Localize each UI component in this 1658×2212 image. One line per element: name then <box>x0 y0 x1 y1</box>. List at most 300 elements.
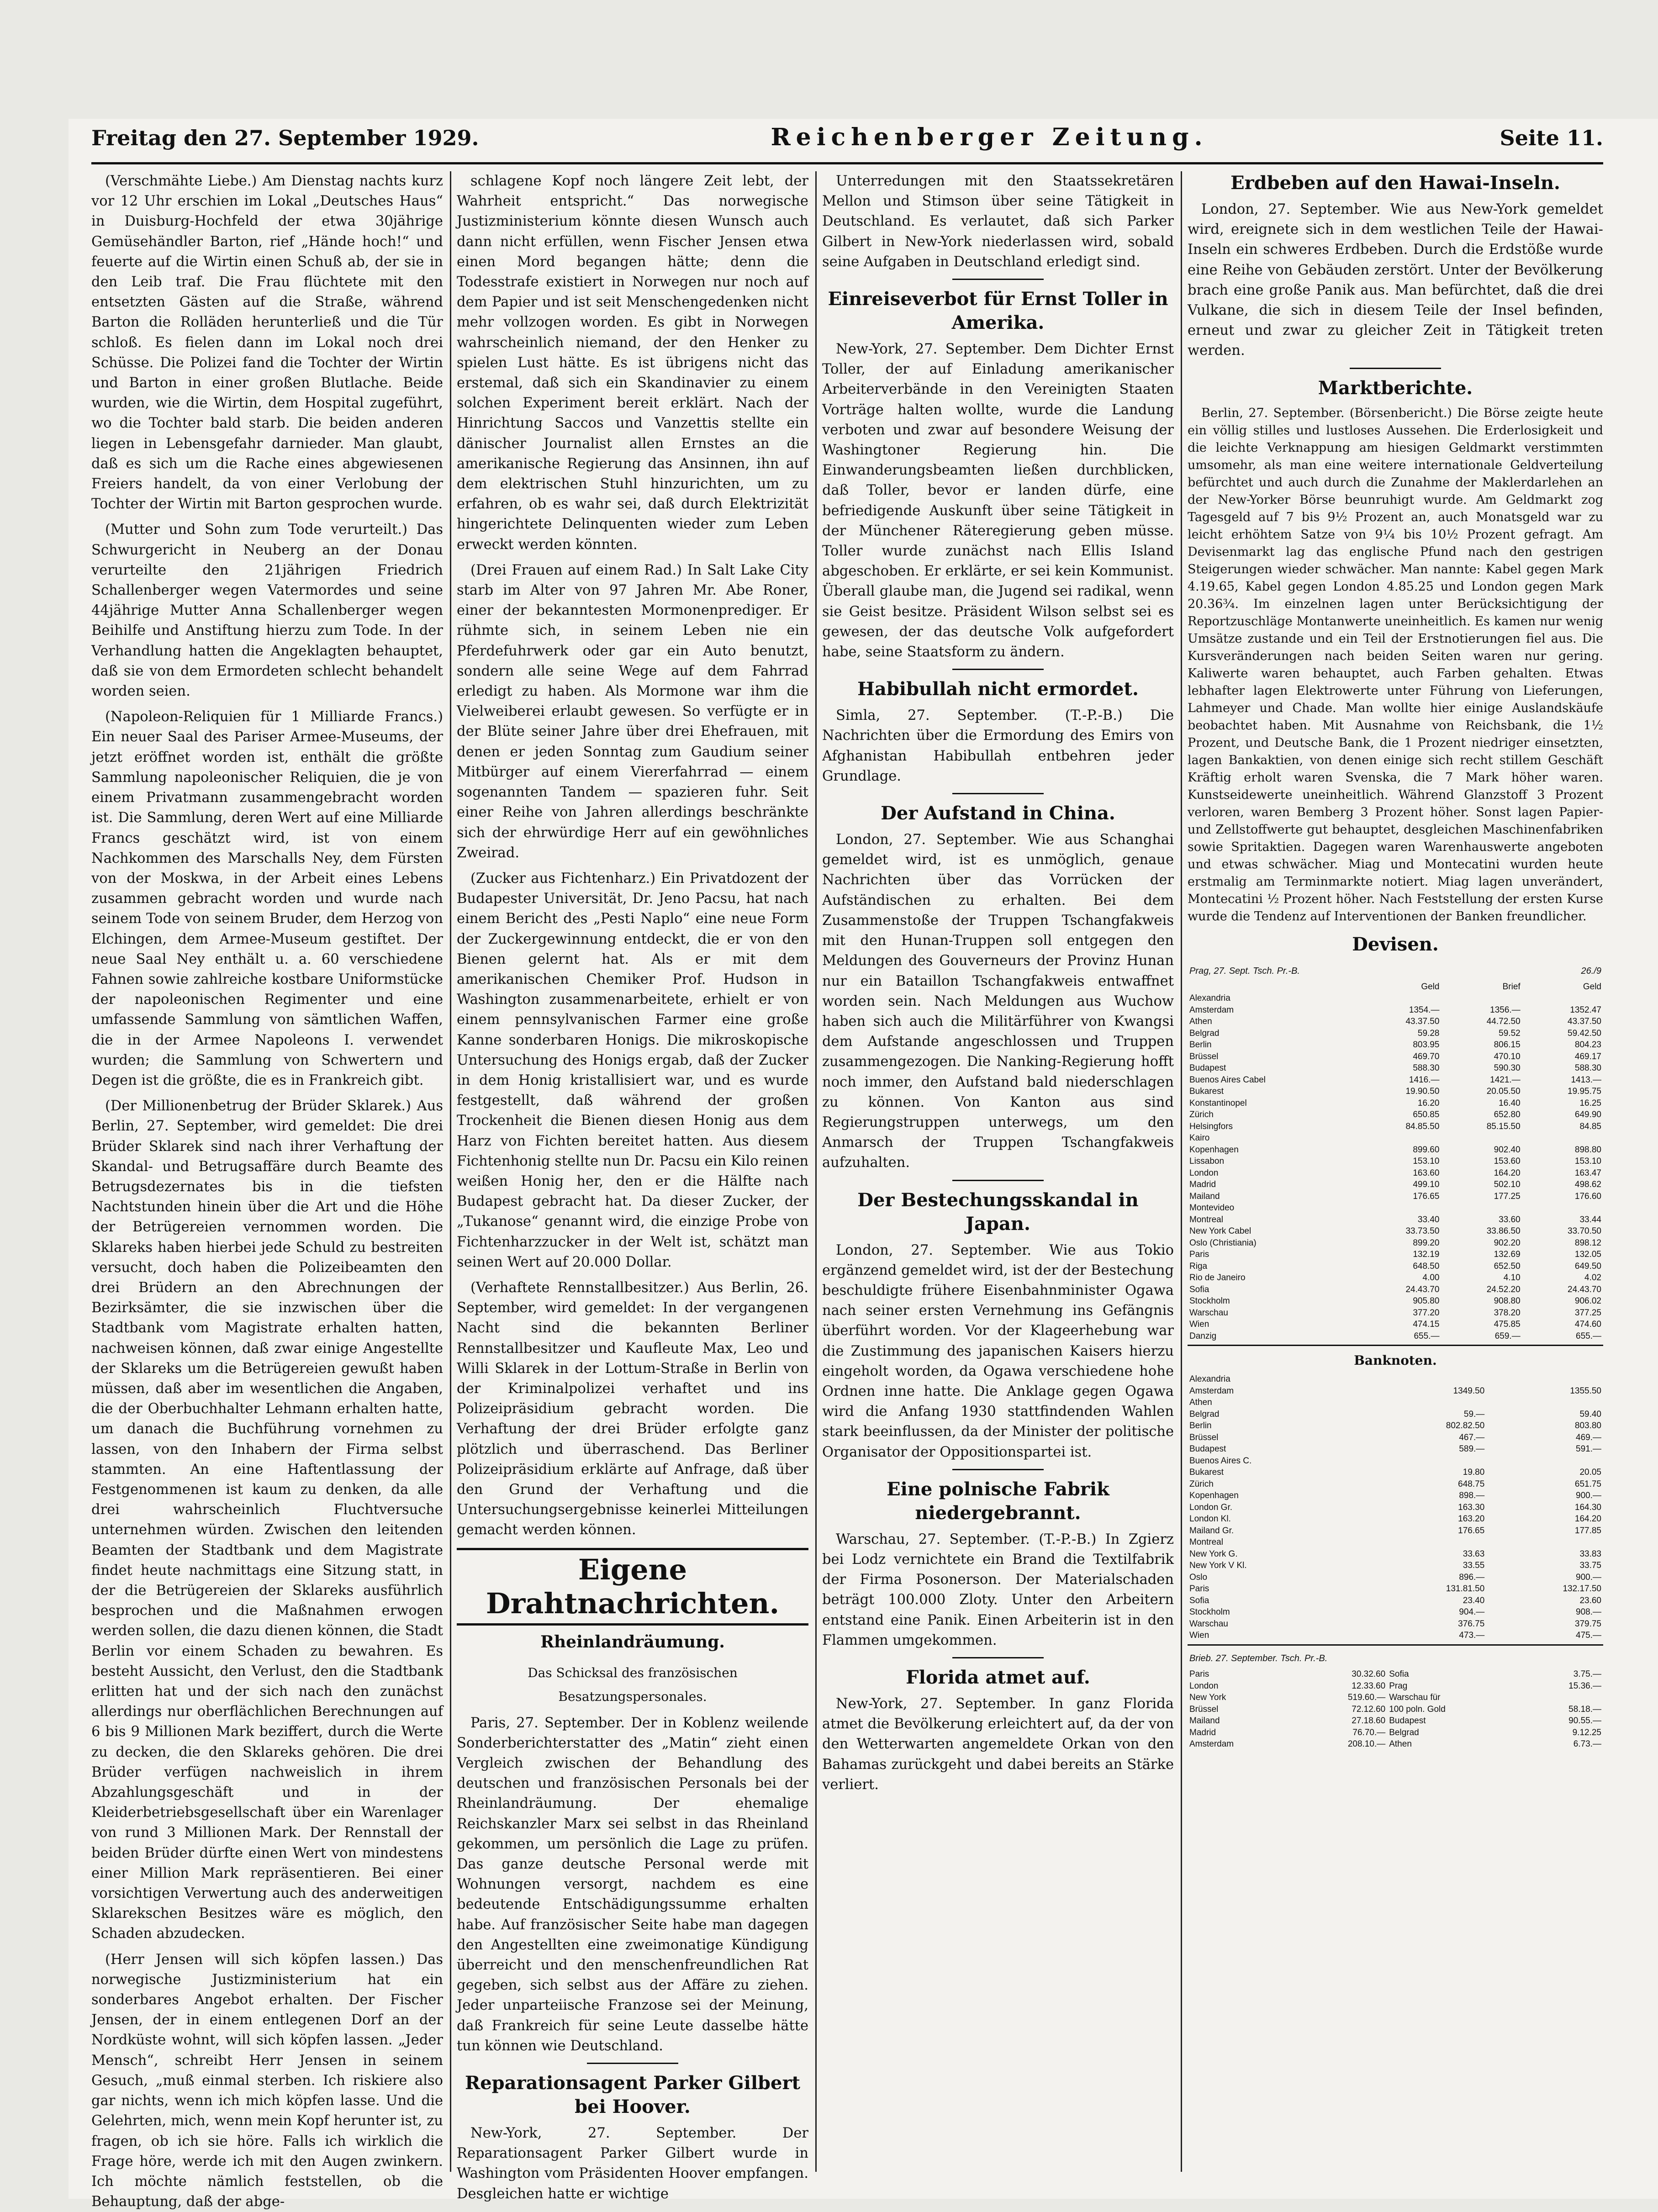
devisen-row-cell: 33.44 <box>1579 1214 1601 1225</box>
banknoten-row-cell: 163.30 <box>1458 1502 1485 1512</box>
banknoten-row-cell: 33.75 <box>1579 1561 1601 1571</box>
devisen-row-cell: 1416.— <box>1409 1075 1440 1085</box>
article-body: Unterredungen mit den Staatssekretären Mellon und Stimson über seine Tätigkeit in Deutschland. Es verlautet, daß sich Parker Gilbert in New-York niederlassen wird, sobald seine Aufgaben in Deutschland erledigt sind. <box>822 173 1174 270</box>
devisen-row-cell: 153.10 <box>1574 1156 1601 1167</box>
devisen-row-cell: Buenos Aires Cabel <box>1189 1075 1266 1085</box>
tail-row <box>1188 1668 1603 1680</box>
devisen-row-cell: Montreal <box>1189 1214 1223 1225</box>
devisen-row-cell: Amsterdam <box>1189 1005 1234 1015</box>
devisen-row-cell: 33.73.50 <box>1405 1226 1440 1236</box>
banknoten-row-cell: 59.— <box>1463 1409 1485 1419</box>
tail-row <box>1188 1715 1603 1727</box>
devisen-row <box>1188 1074 1603 1086</box>
devisen-row-cell: Zürich <box>1189 1110 1214 1120</box>
devisen-row-cell: 1413.— <box>1571 1075 1601 1085</box>
devisen-row-cell: 474.15 <box>1413 1320 1440 1330</box>
devisen-row-cell: 19.95.75 <box>1568 1087 1601 1097</box>
banknoten-row-cell: 469.— <box>1576 1432 1601 1442</box>
devisen-row-cell: 906.02 <box>1574 1296 1601 1306</box>
tail-row <box>1188 1727 1603 1739</box>
devisen-row-cell: 59.42.50 <box>1568 1028 1601 1038</box>
devisen-row-cell: 377.25 <box>1574 1308 1601 1318</box>
article-body: London, 27. September. Wie aus New-York gemeldet wird, ereignete sich in dem westlichen Teile der Hawai-Inseln ein schweres Erdbeben. Durch die Erdstöße wurde eine Reihe von Gebäuden zerstört. Unter der Bevölkerung brach eine große Panik aus. Man befürchtet, daß die drei Vulkane, die sich in diesem Teile der Insel befinden, erneut und zwar zu gleicher Zeit in Tätigkeit treten werden. <box>1188 201 1603 359</box>
banknoten-row-cell: 163.20 <box>1458 1514 1485 1524</box>
tail-row-cell: 58.18.— <box>1568 1704 1601 1714</box>
devisen-row-cell: Alexandria <box>1189 993 1230 1003</box>
banknoten-row <box>1188 1385 1603 1397</box>
article-title: Einreiseverbot für Ernst Toller in Amerika. <box>828 288 1168 334</box>
devisen-row-cell: 132.69 <box>1494 1250 1521 1260</box>
devisen-row <box>1188 1132 1603 1144</box>
devisen-row-cell: 498.62 <box>1574 1180 1601 1190</box>
banknoten-row-cell: 177.85 <box>1574 1526 1601 1536</box>
devisen-col-brief: Brief <box>1502 982 1521 992</box>
tail-row-cell: 72.12.60 <box>1352 1704 1386 1714</box>
tail-row-cell: 519.60.— <box>1347 1693 1386 1703</box>
banknoten-row <box>1188 1513 1603 1525</box>
banknoten-row-cell: 19.80 <box>1463 1468 1485 1478</box>
devisen-row-cell: 1352.47 <box>1570 1005 1601 1015</box>
devisen-row-cell: 806.15 <box>1494 1040 1521 1050</box>
article-paragraph: (Drei Frauen auf einem Rad.) In Salt Lake City starb im Alter von 97 Jahren Mr. Abe Roner, einer der bekanntesten Mormonenprediger. Er rühmte sich, in seinem Leben nie ein Pferdefuhrwerk oder gar ein Auto benutzt, sondern alle seine Wege auf dem Fahrrad erledigt zu haben. Als Mormone war ihm die Vielweiberei erlaubt gewesen. So verfügte er in der Blüte seiner Jahre über drei Ehefrauen, mit denen er jeden Sonntag zum Gaudium seiner Mitbürger auf einem Viererfahrrad — einem sogenannten Tandem — spazieren fuhr. Seit einer Reihe von Jahren allerdings beschränkte sich der ehrwürdige Herr auf ein gewöhnliches Zweirad. <box>457 562 808 861</box>
devisen-row-cell: 803.95 <box>1413 1040 1440 1050</box>
devisen-row-cell: 378.20 <box>1494 1308 1521 1318</box>
devisen-row <box>1188 1144 1603 1156</box>
tail-row-cell: 6.73.— <box>1573 1739 1601 1749</box>
devisen-row-cell <box>1441 1132 1522 1144</box>
banknoten-row-cell <box>1486 1455 1603 1467</box>
devisen-header-left: Prag, 27. Sept. Tsch. Pr.-B. <box>1189 966 1300 976</box>
devisen-header-right: 26./9 <box>1581 966 1601 976</box>
devisen-row-cell: Riga <box>1189 1261 1208 1271</box>
devisen-row-cell: Athen <box>1189 1017 1212 1027</box>
banknoten-row-cell: 904.— <box>1459 1607 1485 1617</box>
header-date: Freitag den 27. September 1929. <box>91 126 479 150</box>
article-paragraph: (Der Millionenbetrug der Brüder Sklarek.) Aus Berlin, 27. September, wird gemeldet: Die drei Brüder Sklarek sind nach ihrer Verhaftung der Skandal- und Betrugsaffäre durch Beamte des Betrugsdezernates bis in die tiefsten Nachtstunden hinein über die Art und die Höhe der Betrügereien vernommen worden. Die Sklareks haben hierbei jede Schuld zu bestreiten versucht, doch haben die Polizeibeamten den drei Brüdern an den Abrechnungen der Bezirksämter, die sie inzwischen über die Stadtbank vom Magistrate erhalten hatten, nachweisen können, daß zwar einige Angestellte der Sklareks um die Betrügereien gewußt haben müssen, daß aber im wesentlichen die Angaben, die der Oberbuchhalter Lehmann erhalten hatte, um danach die Buchführung vornehmen zu lassen, von den Inhabern der Firma selbst stammten. An eine Haftentlassung der Festgenommenen ist kaum zu denken, da alle drei wahrscheinlich Fluchtversuche unternehmen würden. Zwischen den leitenden Beamten der Stadtbank und dem Magistrate findet heute nachmittags eine Sitzung statt, in der die Betrügereien der Sklareks ausführlich besprochen und die Maßnahmen erwogen werden sollen, die dazu dienen können, die Stadt Berlin vor einem Schaden zu bewahren. Es besteht Aussicht, den Verlust, den die Stadtbank erlitten hat und der sich nach den zunächst allerdings nur oberflächlichen Berechnungen auf 6 bis 9 Millionen Mark beziffert, durch die Werte zu decken, die den Sklareks gehören. Die drei Brüder verfügen nachweislich in ihrem Abzahlungsgeschäft und in der Kleiderbetriebsgesellschaft über ein Warenlager von rund 3 Millionen Mark. Der Rennstall der beiden Brüder dürfte einen Wert von mindestens einer Million Mark repräsentieren. Bei einer vorsichtigen Verwertung auch des anderweitigen Sklarekschen Besitzes wäre es möglich, den Schaden abzudecken. <box>91 1098 443 1942</box>
devisen-row-cell <box>1360 1132 1441 1144</box>
devisen-row-cell: 899.20 <box>1413 1238 1440 1248</box>
tail-row-cell: Brüssel <box>1189 1704 1219 1714</box>
article-title: Der Aufstand in China. <box>881 802 1115 824</box>
article-body: Warschau, 27. September. (T.-P.-B.) In Zgierz bei Lodz vernichtete ein Brand die Textilfabrik der Firma Posonerson. Der Materialschaden beträgt 100.000 Zloty. Unter den Arbeitern entstand eine Panik. Einen Arbeiterin ist in den Flammen umgekommen. <box>822 1531 1174 1648</box>
devisen-row-cell: Montevideo <box>1189 1203 1235 1213</box>
devisen-row-cell: 16.40 <box>1499 1098 1521 1108</box>
devisen-row-cell: Madrid <box>1189 1180 1216 1190</box>
banknoten-row-cell <box>1486 1373 1603 1385</box>
banknoten-row-cell: 23.60 <box>1579 1595 1601 1605</box>
banknoten-row-cell: Sofia <box>1189 1595 1209 1605</box>
banknoten-row-cell: London Kl. <box>1189 1514 1231 1524</box>
devisen-row <box>1188 1039 1603 1051</box>
devisen-row-cell: 588.30 <box>1574 1063 1601 1073</box>
devisen-row-cell: 470.10 <box>1494 1051 1521 1061</box>
devisen-row-cell <box>1441 1202 1522 1214</box>
banknoten-row-cell: 33.55 <box>1463 1561 1485 1571</box>
article-subtitle: Das Schicksal des französischen Besatzungspersonales. <box>528 1665 738 1704</box>
devisen-row-cell: 176.65 <box>1413 1191 1440 1201</box>
devisen-row-cell: 33.70.50 <box>1568 1226 1601 1236</box>
devisen-col-currency <box>1188 981 1360 993</box>
banknoten-row <box>1188 1560 1603 1572</box>
devisen-row-cell: 84.85 <box>1579 1121 1601 1131</box>
devisen-row-cell: 898.80 <box>1574 1145 1601 1155</box>
devisen-row-cell: Kairo <box>1189 1133 1210 1143</box>
tail-row-cell: Athen <box>1389 1739 1412 1749</box>
column-1 <box>91 171 443 2210</box>
banknoten-row <box>1188 1595 1603 1607</box>
devisen-row-cell: 1421.— <box>1490 1075 1521 1085</box>
banknoten-row-cell <box>1370 1397 1487 1409</box>
devisen-row <box>1188 1156 1603 1167</box>
devisen-row-cell: 469.17 <box>1574 1051 1601 1061</box>
devisen-row <box>1188 992 1603 1004</box>
devisen-row <box>1188 1121 1603 1133</box>
article-separator <box>952 669 1044 670</box>
banknoten-row <box>1188 1525 1603 1537</box>
tail-row-cell: 9.12.25 <box>1572 1727 1601 1737</box>
article-body: Simla, 27. September. (T.-P.-B.) Die Nachrichten über die Ermordung des Emirs von Afghanistan Habibullah entbehren jeder Grundlage. <box>822 707 1174 784</box>
devisen-row-cell: 132.05 <box>1574 1250 1601 1260</box>
devisen-row-cell: 85.15.50 <box>1486 1121 1521 1131</box>
page-header <box>91 123 1603 160</box>
article-body: New-York, 27. September. Dem Dichter Ernst Toller, der auf Einladung amerikanischer Arbeiterverbände in den Vereinigten Staaten Vorträge halten wollte, wurde die Landung verboten und zwar auf besondere Weisung der Washingtoner Regierung hin. Die Einwanderungsbeamten ließen durchblicken, daß Toller, bevor er landen dürfe, eine befriedigende Auskunft über seine Tätigkeit in der Münchener Räteregierung geben müsse. Toller wurde zunächst nach Ellis Island abgeschoben. Er erklärte, er sei kein Kommunist. Überall glaube man, die Jugend sei radikal, wenn sie Geist besitze. Präsident Wilson selbst sei es gewesen, der das deutsche Volk aufgefordert habe, seine Staatsform zu ändern. <box>822 341 1174 660</box>
devisen-row-cell: 804.23 <box>1574 1040 1601 1050</box>
devisen-row <box>1188 1237 1603 1249</box>
column-divider <box>450 171 451 2172</box>
banknoten-row-cell <box>1370 1455 1487 1467</box>
devisen-row-cell: 377.20 <box>1413 1308 1440 1318</box>
devisen-row-cell: 659.— <box>1494 1331 1521 1341</box>
banknoten-row <box>1188 1420 1603 1432</box>
banknoten-row-cell: 803.80 <box>1574 1421 1601 1431</box>
banknoten-row-cell: 164.30 <box>1574 1502 1601 1512</box>
devisen-row-cell: 33.40 <box>1417 1214 1440 1225</box>
devisen-row-cell: 19.90.50 <box>1405 1087 1440 1097</box>
article-separator <box>1350 368 1441 369</box>
article-separator <box>952 279 1044 280</box>
devisen-row-cell: 153.10 <box>1413 1156 1440 1167</box>
devisen-row-cell: 502.10 <box>1494 1180 1521 1190</box>
devisen-row-cell: Budapest <box>1189 1063 1226 1073</box>
devisen-divider <box>1188 1345 1603 1346</box>
devisen-row-cell <box>1360 1202 1441 1214</box>
devisen-row <box>1188 1004 1603 1016</box>
banknoten-row-cell: Athen <box>1189 1398 1212 1408</box>
tail-row <box>1188 1692 1603 1704</box>
devisen-row-cell: 652.50 <box>1494 1261 1521 1271</box>
devisen-row <box>1188 1214 1603 1226</box>
devisen-row <box>1188 1330 1603 1342</box>
banknoten-rows <box>1188 1373 1603 1642</box>
devisen-row <box>1188 1225 1603 1237</box>
devisen-row-cell: 1354.— <box>1409 1005 1440 1015</box>
devisen-row-cell: 650.85 <box>1413 1110 1440 1120</box>
banknoten-row-cell: 651.75 <box>1574 1479 1601 1489</box>
header-rule <box>91 162 1603 164</box>
devisen-row-cell <box>1360 992 1441 1004</box>
banknoten-row-cell <box>1486 1536 1603 1548</box>
devisen-row-cell: 132.19 <box>1413 1250 1440 1260</box>
devisen-row-cell: Wien <box>1189 1320 1209 1330</box>
banknoten-row <box>1188 1443 1603 1455</box>
tail-row-cell: 3.75.— <box>1573 1669 1601 1679</box>
tail-row-cell: 27.18.60 <box>1352 1716 1386 1726</box>
article-body: New-York, 27. September. Der Reparationsagent Parker Gilbert wurde in Washington vom Präsidenten Hoover empfangen. Desgleichen hatte er wichtige <box>457 2125 808 2202</box>
devisen-row-cell: 43.37.50 <box>1568 1017 1601 1027</box>
banknoten-row-cell: 33.63 <box>1463 1549 1485 1559</box>
tail-row-cell: 90.55.— <box>1568 1716 1601 1726</box>
article-title: Der Bestechungsskandal in Japan. <box>857 1189 1139 1235</box>
banknoten-row <box>1188 1502 1603 1514</box>
article-paragraph: (Mutter und Sohn zum Tode verurteilt.) Das Schwurgericht in Neuberg an der Donau verurteilte den 21jährigen Friedrich Schallenberger wegen Vatermordes und seine 44jährige Mutter Anna Schallenberger wegen Beihilfe und Anstiftung hierzu zum Tode. In der Verhandlung hatten die Angeklagten behauptet, daß sie von dem Ermordeten schlecht behandelt worden seien. <box>91 522 443 700</box>
article-paragraph: (Verhaftete Rennstallbesitzer.) Aus Berlin, 26. September, wird gemeldet: In der vergangenen Nacht sind die bekannten Berliner Rennstallbesitzer und Kaufleute Max, Leo und Willi Sklarek in der Lottum-Straße in Berlin von der Kriminalpolizei verhaftet und ins Polizeipräsidium gebracht worden. Die Verhaftung der drei Brüder erfolgte ganz plötzlich und überraschend. Das Berliner Polizeipräsidium erklärte auf Anfrage, daß über den Grund der Verhaftung und die Untersuchungsergebnisse keinerlei Mitteilungen gemacht werden können. <box>457 1279 808 1538</box>
banknoten-row <box>1188 1467 1603 1478</box>
tail-rows <box>1188 1668 1603 1750</box>
devisen-row <box>1188 1028 1603 1040</box>
banknoten-row-cell: 900.— <box>1576 1572 1601 1582</box>
article-paragraph: (Verschmähte Liebe.) Am Dienstag nachts kurz vor 12 Uhr erschien im Lokal „Deutsches Haus“ in Duisburg-Hochfeld der etwa 30jährige Gemüsehändler Barton, rief „Hände hoch!“ und feuerte auf die Wirtin einen Schuß ab, der sie in den Leib traf. Die Frau flüchtete mit den entsetzten Gästen auf die Straße, während Barton die Rolläden herunterließ und die Tür schloß. Es fielen dann im Lokal noch drei Schüsse. Die Polizei fand die Tochter der Wirtin und Barton in einer großen Blutlache. Beide wurden, wie die Wirtin, dem Hospital zugeführt, wo die Tochter bald starb. Die beiden anderen liegen in Lebensgefahr darnieder. Man glaubt, daß es sich um die Rache eines abgewiesenen Freiers handelt, da von einer Verlobung der Tochter der Wirtin mit Barton gesprochen wurde. <box>91 173 443 512</box>
banknoten-row <box>1188 1606 1603 1618</box>
devisen-row-cell <box>1441 992 1522 1004</box>
devisen-row-cell: 499.10 <box>1413 1180 1440 1190</box>
banknoten-row-cell: 379.75 <box>1574 1619 1601 1629</box>
article-body: New-York, 27. September. In ganz Florida atmet die Bevölkerung erleichtert auf, da der von den Wetterwarten angemeldete Orkan von den Bahamas zurückgeht und dabei bereits an Stärke verliert. <box>822 1695 1174 1793</box>
tail-row-cell: Sofia <box>1389 1669 1409 1679</box>
tail-row-cell: 12.33.60 <box>1352 1681 1386 1691</box>
banknoten-row <box>1188 1455 1603 1467</box>
devisen-row-cell: 908.80 <box>1494 1296 1521 1306</box>
banknoten-table <box>1188 1373 1603 1642</box>
banknoten-row-cell: 475.— <box>1576 1631 1601 1641</box>
banknoten-row <box>1188 1490 1603 1502</box>
column-divider <box>1181 171 1182 2172</box>
devisen-row-cell <box>1522 1132 1603 1144</box>
devisen-row-cell: Sofia <box>1189 1284 1209 1294</box>
banknoten-row-cell <box>1370 1536 1487 1548</box>
banknoten-row <box>1188 1409 1603 1420</box>
banknoten-row <box>1188 1583 1603 1595</box>
banknoten-row <box>1188 1373 1603 1385</box>
banknoten-row-cell: 59.40 <box>1579 1409 1601 1419</box>
devisen-header <box>1188 961 1603 981</box>
tail-row-cell: 30.32.60 <box>1352 1669 1386 1679</box>
banknoten-row-cell: 164.20 <box>1574 1514 1601 1524</box>
tail-row-cell: 76.70.— <box>1352 1727 1386 1737</box>
article-title: Habibullah nicht ermordet. <box>857 678 1139 700</box>
devisen-row-cell: 176.60 <box>1574 1191 1601 1201</box>
banknoten-row-cell: Kopenhagen <box>1189 1491 1239 1501</box>
devisen-row-cell: 588.30 <box>1413 1063 1440 1073</box>
article-separator <box>952 793 1044 794</box>
tail-row-cell: New York <box>1189 1693 1226 1703</box>
banknoten-row-cell: Bukarest <box>1189 1468 1224 1478</box>
devisen-row-cell: 84.85.50 <box>1405 1121 1440 1131</box>
devisen-row <box>1188 1295 1603 1307</box>
tail-row-cell: Warschau für <box>1389 1693 1441 1703</box>
devisen-row-cell <box>1522 992 1603 1004</box>
devisen-row <box>1188 1167 1603 1179</box>
devisen-row-cell: Stockholm <box>1189 1296 1230 1306</box>
column-4 <box>1188 171 1603 2172</box>
banknoten-row-cell: Berlin <box>1189 1421 1212 1431</box>
devisen-row-cell: 475.85 <box>1494 1320 1521 1330</box>
banknoten-row-cell: Brüssel <box>1189 1432 1219 1442</box>
devisen-row-cell: 474.60 <box>1574 1320 1601 1330</box>
devisen-row-cell: Brüssel <box>1189 1051 1219 1061</box>
banknoten-row-cell: Paris <box>1189 1584 1209 1594</box>
devisen-row-cell: Belgrad <box>1189 1028 1220 1038</box>
banknoten-row-cell <box>1486 1397 1603 1409</box>
section-title: Eigene Drahtnachrichten. <box>457 1548 808 1626</box>
banknoten-row-cell: Mailand Gr. <box>1189 1526 1234 1536</box>
devisen-row-cell: 905.80 <box>1413 1296 1440 1306</box>
article-separator <box>952 1657 1044 1658</box>
devisen-row-cell: 164.20 <box>1494 1168 1521 1178</box>
devisen-row <box>1188 1202 1603 1214</box>
devisen-row-cell: 4.02 <box>1584 1273 1601 1283</box>
tail-header: Brieb. 27. September. Tsch. Pr.-B. <box>1189 1653 1328 1663</box>
devisen-row <box>1188 1179 1603 1191</box>
tail-row-cell: 100 poln. Gold <box>1389 1704 1446 1714</box>
banknoten-row-cell: Alexandria <box>1189 1374 1230 1384</box>
article-separator <box>587 2063 678 2064</box>
column-2 <box>457 171 809 2202</box>
devisen-row-cell: Bukarest <box>1189 1087 1224 1097</box>
header-page-number: Seite 11. <box>1500 126 1603 150</box>
article-title: Eine polnische Fabrik niedergebrannt. <box>887 1478 1109 1524</box>
devisen-row-cell: 469.70 <box>1413 1051 1440 1061</box>
banknoten-row-cell: New York G. <box>1189 1549 1238 1559</box>
tail-row-cell: Mailand <box>1189 1716 1220 1726</box>
devisen-row-cell: 16.20 <box>1417 1098 1440 1108</box>
article-body: London, 27. September. Wie aus Tokio ergänzend gemeldet wird, ist der der Bestechung beschuldigte frühere Eisenbahnminister Ogawa nach seiner ersten Vernehmung ins Gefängnis überführt worden. Vor der Klageerhebung war die Zustimmung des japanischen Kaisers hierzu eingeholt worden, da Ogawa verschiedene hohe Ordnen inne hatte. Die Anklage gegen Ogawa wird die Anfang 1930 stattfindenden Wahlen stark beeinflussen, da der Minister der politische Organisator der Oppositionspartei ist. <box>822 1242 1174 1460</box>
banknoten-row <box>1188 1536 1603 1548</box>
devisen-row-cell: Danzig <box>1189 1331 1217 1341</box>
tail-row <box>1188 1680 1603 1692</box>
devisen-row-cell: 590.30 <box>1494 1063 1521 1073</box>
devisen-row <box>1188 1272 1603 1284</box>
devisen-row-cell: 655.— <box>1576 1331 1601 1341</box>
devisen-col-geld: Geld <box>1421 982 1440 992</box>
devisen-row-cell: 59.52 <box>1499 1028 1521 1038</box>
article-paragraph: (Napoleon-Reliquien für 1 Milliarde Francs.) Ein neuer Saal des Pariser Armee-Museums, der jetzt eröffnet worden ist, enthält die größte Sammlung napoleonischer Reliquien, die je von einem Privatmann zusammengebracht worden ist. Die Sammlung, deren Wert auf eine Milliarde Francs geschätzt wird, ist von einem Nachkommen des Marschalls Ney, dem Fürsten von der Moskwa, in der Arbeit eines Lebens zusammen gebracht worden und wurde nach seinem Tode von seinem Bruder, dem Herzog von Elchingen, dem Armee-Museum gestiftet. Der neue Saal Ney enthält u. a. 60 verschiedene Fahnen sowie zahlreiche kostbare Uniformstücke der napoleonischen Regimenter und eine umfassende Sammlung von sämtlichen Waffen, die in der Armee Napoleons I. verwendet wurden; die Sammlung von Schwertern und Degen ist die größte, die es in Frankreich gibt. <box>91 709 443 1088</box>
banknoten-row-cell: Wien <box>1189 1631 1209 1641</box>
tail-row-cell: London <box>1189 1681 1219 1691</box>
devisen-row-cell: Lissabon <box>1189 1156 1225 1167</box>
banknoten-row-cell: 23.40 <box>1463 1595 1485 1605</box>
devisen-row-cell: Oslo (Christiania) <box>1189 1238 1257 1248</box>
tail-row-cell: 15.36.— <box>1568 1681 1601 1691</box>
banknoten-row-cell: 376.75 <box>1458 1619 1485 1629</box>
banknoten-row <box>1188 1618 1603 1630</box>
devisen-row-cell: 153.60 <box>1494 1156 1521 1167</box>
devisen-row-cell: 652.80 <box>1494 1110 1521 1120</box>
banknoten-row-cell: 473.— <box>1459 1631 1485 1641</box>
devisen-row <box>1188 1319 1603 1330</box>
banknoten-row <box>1188 1478 1603 1490</box>
banknoten-title: Banknoten. <box>1354 1353 1437 1368</box>
banknoten-row-cell: Stockholm <box>1189 1607 1230 1617</box>
devisen-row-cell: Mailand <box>1189 1191 1220 1201</box>
devisen-row-cell: 4.00 <box>1422 1273 1440 1283</box>
devisen-row-cell: 4.10 <box>1503 1273 1521 1283</box>
banknoten-row-cell: Montreal <box>1189 1537 1223 1547</box>
banknoten-row <box>1188 1630 1603 1642</box>
devisen-row <box>1188 1307 1603 1319</box>
devisen-row-cell: Helsingfors <box>1189 1121 1233 1131</box>
tail-row-cell: Amsterdam <box>1189 1739 1234 1749</box>
banknoten-row-cell: 896.— <box>1459 1572 1485 1582</box>
article-paragraph: schlagene Kopf noch längere Zeit lebt, der Wahrheit entspricht.“ Das norwegische Justizministerium könnte diesen Wunsch auch dann nicht erfüllen, wenn Fischer Jensen etwa einen Mord begangen hätte; denn die Todesstrafe existiert in Norwegen nur noch auf dem Papier und ist seit Menschengedenken nicht mehr vollzogen worden. Es gibt in Norwegen wahrscheinlich niemand, der den Henker zu spielen Lust hätte. Es ist übrigens nicht das erstemal, daß sich ein Skandinavier zu einem solchen Experiment bereit erklärt. Nach der Hinrichtung Saccos und Vanzettis stellte ein dänischer Journalist allen Ernstes an die amerikanische Regierung das Ansinnen, ihn auf dem elektrischen Stuhl hinzurichten, um zu erfahren, ob es wahr sei, daß durch Elektrizität hingerichtete Delinquenten wieder zum Leben erweckt werden könnten. <box>457 173 808 553</box>
devisen-row-cell <box>1522 1202 1603 1214</box>
banknoten-row-cell: 900.— <box>1576 1491 1601 1501</box>
banknoten-row <box>1188 1397 1603 1409</box>
tail-row <box>1188 1738 1603 1750</box>
devisen-row-cell: 163.60 <box>1413 1168 1440 1178</box>
devisen-row-cell: London <box>1189 1168 1219 1178</box>
devisen-row <box>1188 1249 1603 1261</box>
article-separator <box>952 1180 1044 1181</box>
banknoten-divider <box>1188 1644 1603 1646</box>
banknoten-row-cell: Oslo <box>1189 1572 1208 1582</box>
devisen-row-cell: 163.47 <box>1574 1168 1601 1178</box>
banknoten-row-cell: 1349.50 <box>1453 1386 1485 1396</box>
devisen-row-cell: Warschau <box>1189 1308 1228 1318</box>
tail-table <box>1188 1668 1603 1750</box>
banknoten-row-cell: 908.— <box>1576 1607 1601 1617</box>
devisen-row-cell: Berlin <box>1189 1040 1212 1050</box>
article-title: Reparationsagent Parker Gilbert bei Hoover. <box>465 2072 801 2118</box>
article-title: Marktberichte. <box>1318 377 1473 399</box>
banknoten-row-cell: 589.— <box>1459 1444 1485 1454</box>
article-body: Paris, 27. September. Der in Koblenz weilende Sonderberichterstatter des „Matin“ zieht einen Vergleich zwischen der Behandlung des deutschen und französischen Personals bei der Rheinlandräumung. Der ehemalige Reichskanzler Marx sei selbst in das Rheinland gekommen, um persönlich die Lage zu prüfen. Das ganze deutsche Personal werde mit Wohnungen versorgt, nachdem es eine bedeutende Entschädigungssumme erhalten habe. Auf französischer Seite habe man dagegen den Angestellten eine zweimonatige Kündigung überreicht und den menschenfreundlichen Rat gegeben, sich selbst aus der Affäre zu ziehen. Jeder unparteiische Franzose sei der Meinung, daß Frankreich für seine Leute dasselbe hätte tun können wie Deutschland. <box>457 1715 808 2054</box>
article-body: Berlin, 27. September. (Börsenbericht.) Die Börse zeigte heute ein völlig stilles und lustloses Aussehen. Die Erderlosigkeit und die leichte Verknappung am hiesigen Geldmarkt verstimmten umsomehr, als man eine weitere internationale Geldverteilung befürchtet und auch durch die Zunahme der Maklerdarlehen an der New-Yorker Börse beunruhigt wurde. Am Geldmarkt zog Tagesgeld auf 7 bis 9½ Prozent an, auch Monatsgeld war zu leicht erhöhtem Satze von 9¼ bis 10½ Prozent gefragt. Am Devisenmarkt lag das englische Pfund nach den gestrigen Steigerungen wieder schwächer. Man nannte: Kabel gegen Mark 4.19.65, Kabel gegen London 4.85.25 und London gegen Mark 20.36¾. Im einzelnen lagen unter Berücksichtigung der Reportzuschläge Montanwerte uneinheitlich. Es kamen nur wenig Umsätze zustande und ein Teil der Erstnotierungen fiel aus. Die Kursveränderungen nach beiden Seiten waren nur gering. Kaliwerte waren behauptet, auch Farben gehalten. Etwas lebhafter lagen Elektrowerte unter Führung von Lieferungen, Lahmeyer und Chade. Man wollte hier einige Auslandskäufe beobachtet haben. Mit Ausnahme von Reichsbank, die 1½ Prozent, und Deutsche Bank, die 1 Prozent niedriger einsetzten, lagen Bankaktien, von denen einige sich recht stillem Geschäft Kräftig erholt waren Svenska, die 7 Mark höher waren. Kunstseidewerte uneinheitlich. Während Glanzstoff 3 Prozent verloren, waren Bemberg 3 Prozent höher. Sonst lagen Papier- und Zellstoffwerte gut behauptet, desgleichen Maschinenfabriken sowie Spritaktien. Dagegen waren Warenhauswerte angeboten und etwas schwächer. Miag und Montecatini wurden heute erstmalig am Terminmarkte notiert. Miag lagen unverändert, Montecatini ½ Prozent höher. Nach Feststellung der ersten Kurse wurde die Tendenz auf Interventionen der Banken freundlicher. <box>1188 406 1603 924</box>
banknoten-row-cell: 20.05 <box>1579 1468 1601 1478</box>
banknoten-row-cell: Zürich <box>1189 1479 1214 1489</box>
devisen-row-cell: 33.60 <box>1499 1214 1521 1225</box>
devisen-row <box>1188 1016 1603 1028</box>
header-masthead: Reichenberger Zeitung. <box>771 123 1208 151</box>
tail-row-cell: Budapest <box>1389 1716 1426 1726</box>
banknoten-row-cell: 648.75 <box>1458 1479 1485 1489</box>
tail-row-cell <box>1521 1692 1603 1704</box>
devisen-row <box>1188 1109 1603 1121</box>
article-separator <box>952 1469 1044 1470</box>
banknoten-row-cell: Belgrad <box>1189 1409 1220 1419</box>
article-body: London, 27. September. Wie aus Schanghai gemeldet wird, ist es unmöglich, genaue Nachrichten über das Vorrücken der Aufständischen zu erhalten. Bei dem Zusammenstoße der Truppen Tschangfakweis mit den Hunan-Truppen soll entgegen den Meldungen des Gouverneurs der Provinz Hunan nur ein Bataillon Tschangfakweis entwaffnet worden sein. Nach Meldungen aus Wuchow haben sich auch die Militärführer von Kwangsi dem Aufstande angeschlossen und Truppen zusammengezogen. Die Nanking-Regierung hofft noch immer, den Aufstand bald niederschlagen zu können. Von Kanton aus sind Regierungstruppen unterwegs, um den Anmarsch der Truppen Tschangfakweis aufzuhalten. <box>822 832 1174 1171</box>
banknoten-row-cell: Buenos Aires C. <box>1189 1456 1252 1466</box>
tail-row-cell: Prag <box>1389 1681 1408 1691</box>
devisen-row-cell: 24.43.70 <box>1568 1284 1601 1294</box>
devisen-row <box>1188 1261 1603 1272</box>
devisen-row-cell: 648.50 <box>1413 1261 1440 1271</box>
banknoten-row-cell: 176.65 <box>1458 1526 1485 1536</box>
devisen-row-cell: New York Cabel <box>1189 1226 1251 1236</box>
column-divider <box>815 171 817 2172</box>
tail-row-cell: Madrid <box>1189 1727 1216 1737</box>
devisen-row-cell: 16.25 <box>1579 1098 1601 1108</box>
devisen-row-cell: Konstantinopel <box>1189 1098 1247 1108</box>
devisen-row <box>1188 1284 1603 1296</box>
devisen-row-cell: 43.37.50 <box>1405 1017 1440 1027</box>
devisen-row-cell: 177.25 <box>1494 1191 1521 1201</box>
article-title: Erdbeben auf den Hawai-Inseln. <box>1230 172 1560 194</box>
devisen-row-cell: 655.— <box>1414 1331 1440 1341</box>
devisen-row-cell: 899.60 <box>1413 1145 1440 1155</box>
devisen-row <box>1188 1062 1603 1074</box>
banknoten-row-cell: New York V Kl. <box>1189 1561 1247 1571</box>
banknoten-row <box>1188 1432 1603 1444</box>
